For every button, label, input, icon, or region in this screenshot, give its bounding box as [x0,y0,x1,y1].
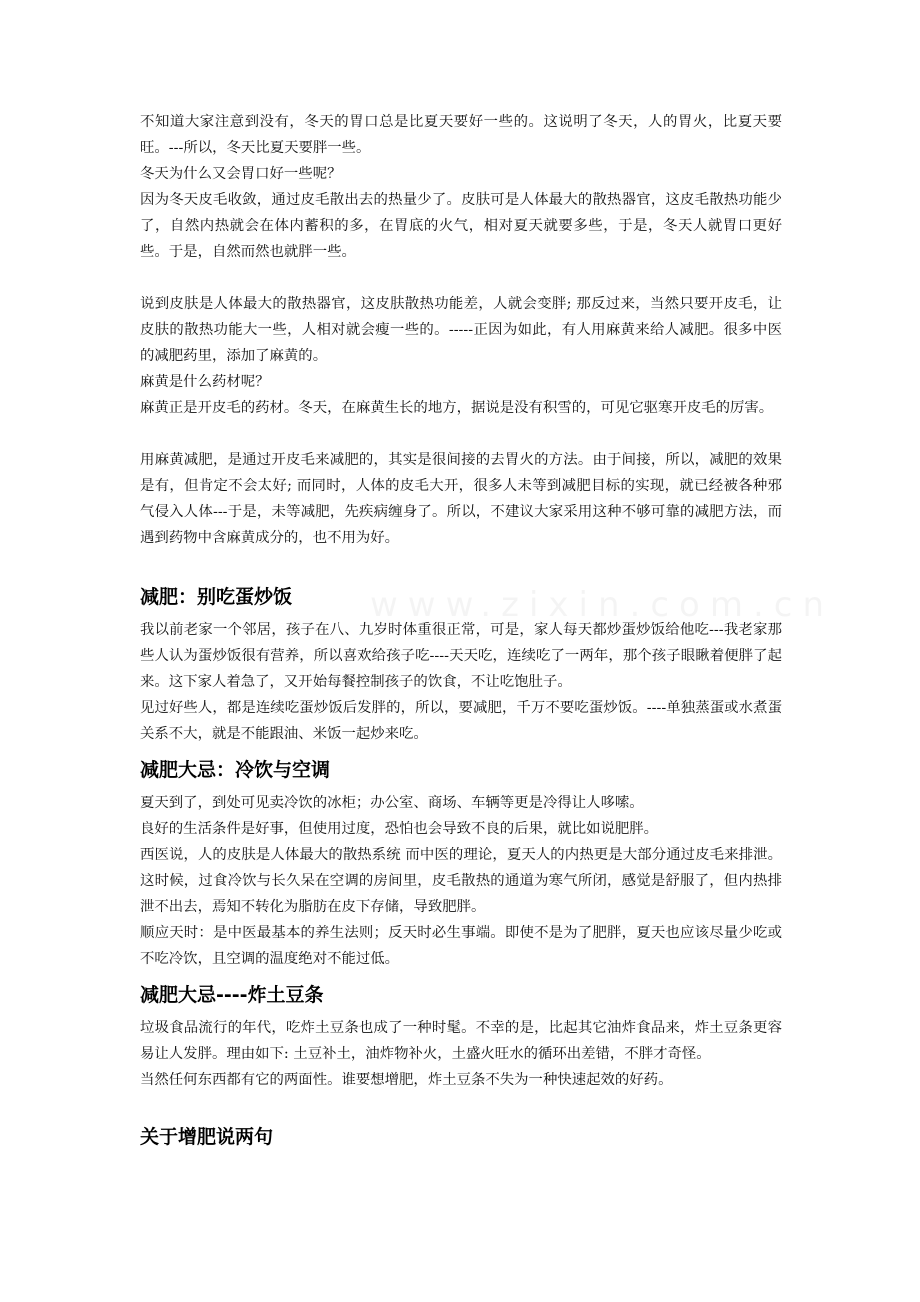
intro-paragraph-3: 说到皮肤是人体最大的散热器官，这皮肤散热功能差，人就会变胖; 那反过来，当然只要开皮毛，让皮肤的散热功能大一些，人相对就会瘦一些的。-----正因为如此，有人用麻黄来给人减肥。很多中医的减肥药里，添加了麻黄的。 [140,296,782,364]
paragraph-spacer [140,265,782,291]
section-heading-cold-drinks: 减肥大忌：冷饮与空调 [140,759,331,781]
section-heading-french-fries: 减肥大忌----炸土豆条 [140,984,324,1006]
section-heading-egg-fried-rice: 减肥：别吃蛋炒饭 [140,586,293,608]
intro-paragraph-4: 麻黄正是开皮毛的药材。冬天，在麻黄生长的地方，据说是没有积雪的，可见它驱寒开皮毛的厉害。 [140,400,774,416]
section3-paragraph-2: 当然任何东西都有它的两面性。谁要想增肥，炸土豆条不失为一种快速起效的好药。 [140,1072,673,1088]
intro-paragraph-2: 因为冬天皮毛收敛，通过皮毛散出去的热量少了。皮肤可是人体最大的散热器官，这皮毛散热功能少了，自然内热就会在体内蓄积的多，在胃底的火气，相对夏天就要多些，于是，冬天人就胃口更好些。于是，自然而然也就胖一些。 [140,192,782,260]
intro-question-2: 麻黄是什么药材呢？ [140,374,270,390]
intro-question-1: 冬天为什么又会胃口好一些呢？ [140,166,342,182]
section2-paragraph-1: 夏天到了，到处可见卖冷饮的冰柜；办公室、商场、车辆等更是冷得让人哆嗦。 [140,795,644,811]
section3-paragraph-1: 垃圾食品流行的年代，吃炸土豆条也成了一种时髦。不幸的是，比起其它油炸食品来，炸土豆条更容易让人发胖。理由如下: 土豆补土，油炸物补火，土盛火旺水的循环出差错，不胖才奇怪。 [140,1020,782,1062]
paragraph-spacer [140,421,782,447]
section2-paragraph-4: 顺应天时：是中医最基本的养生法则；反天时必生事端。即使不是为了肥胖，夏天也应该尽量少吃或不吃冷饮，且空调的温度绝对不能过低。 [140,925,782,967]
section1-paragraph-2: 见过好些人，都是连续吃蛋炒饭后发胖的，所以，要减肥，千万不要吃蛋炒饭。----单独蒸蛋或水煮蛋关系不大，就是不能跟油、米饭一起炒来吃。 [140,700,782,742]
section-heading-gaining-weight: 关于增肥说两句 [140,1126,274,1148]
intro-paragraph-5: 用麻黄减肥，是通过开皮毛来减肥的，其实是很间接的去胃火的方法。由于间接，所以，减肥的效果是有，但肯定不会太好; 而同时，人体的皮毛大开，很多人未等到减肥目标的实现，就已经被各种邪气侵入人体---于是，未等减肥，先疾病缠身了。所以，不建议大家采用这种不够可靠的减肥方法，而遇到药物中含麻黄成分的，也不用为好。 [140,452,782,546]
section2-paragraph-3: 西医说，人的皮肤是人体最大的散热系统 而中医的理论，夏天人的内热更是大部分通过皮毛来排泄。这时候，过食冷饮与长久呆在空调的房间里，皮毛散热的通道为寒气所闭，感觉是舒服了，但内热排泄不出去，焉知不转化为脂肪在皮下存储，导致肥胖。 [140,847,782,915]
section2-paragraph-2: 良好的生活条件是好事，但使用过度，恐怕也会导致不良的后果，就比如说肥胖。 [140,821,659,837]
section1-paragraph-1: 我以前老家一个邻居，孩子在八、九岁时体重很正常，可是，家人每天都炒蛋炒饭给他吃---我老家那些人认为蛋炒饭很有营养，所以喜欢给孩子吃----天天吃，连续吃了一两年，那个孩子眼瞅着便胖了起来。这下家人着急了，又开始每餐控制孩子的饮食，不让吃饱肚子。 [140,622,782,690]
intro-paragraph-1: 不知道大家注意到没有，冬天的胃口总是比夏天要好一些的。这说明了冬天，人的胃火，比夏天要旺。---所以，冬天比夏天要胖一些。 [140,114,782,156]
document-body [140,109,782,1151]
